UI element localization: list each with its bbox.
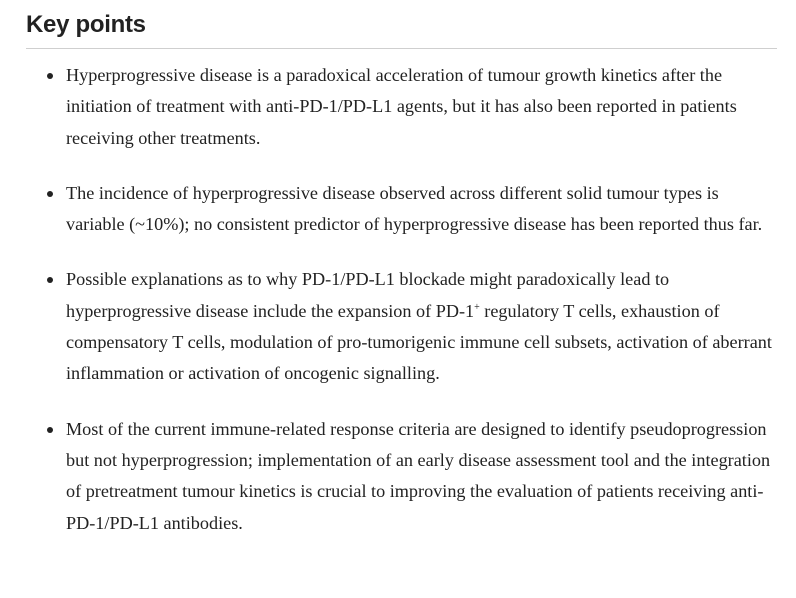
bullet-icon — [47, 73, 53, 79]
list-item — [26, 264, 778, 389]
list-item — [26, 178, 778, 241]
list-item — [26, 414, 778, 539]
list-item-text-before: Possible explanations as to why PD-1/PD-L1 blockade might paradoxically lead to hyperprogressive disease include the expansion of PD-1 — [66, 269, 670, 321]
key-points-list — [26, 60, 777, 539]
list-item-text: Most of the current immune-related response criteria are designed to identify pseudoprogression but not hyperprogression; implementation of an early disease assessment tool and the integration of pretreatment tumour kinetics is crucial to improving the evaluation of patients receiving anti-PD-1/PD-L1 antibodies. — [66, 418, 771, 533]
bullet-icon — [47, 191, 53, 197]
superscript-plus: + — [474, 301, 480, 313]
bullet-icon — [47, 277, 53, 283]
list-item-text: Hyperprogressive disease is a paradoxical acceleration of tumour growth kinetics after the initiation of treatment with anti-PD-1/PD-L1 agents, but it has also been reported in patients receiving other treatments. — [66, 65, 737, 148]
list-item — [26, 60, 778, 154]
bullet-icon — [47, 427, 53, 433]
list-item-text: The incidence of hyperprogressive disease observed across different solid tumour types is variable (~10%); no consistent predictor of hyperprogressive disease has been reported thus far. — [66, 182, 763, 235]
heading-divider — [26, 48, 777, 49]
list-item-text-after: regulatory T cells, exhaustion of compensatory T cells, modulation of pro-tumorigenic immune cell subsets, activation of aberrant inflammation or activation of oncogenic signalling. — [66, 300, 772, 384]
section-heading: Key points — [26, 11, 146, 38]
